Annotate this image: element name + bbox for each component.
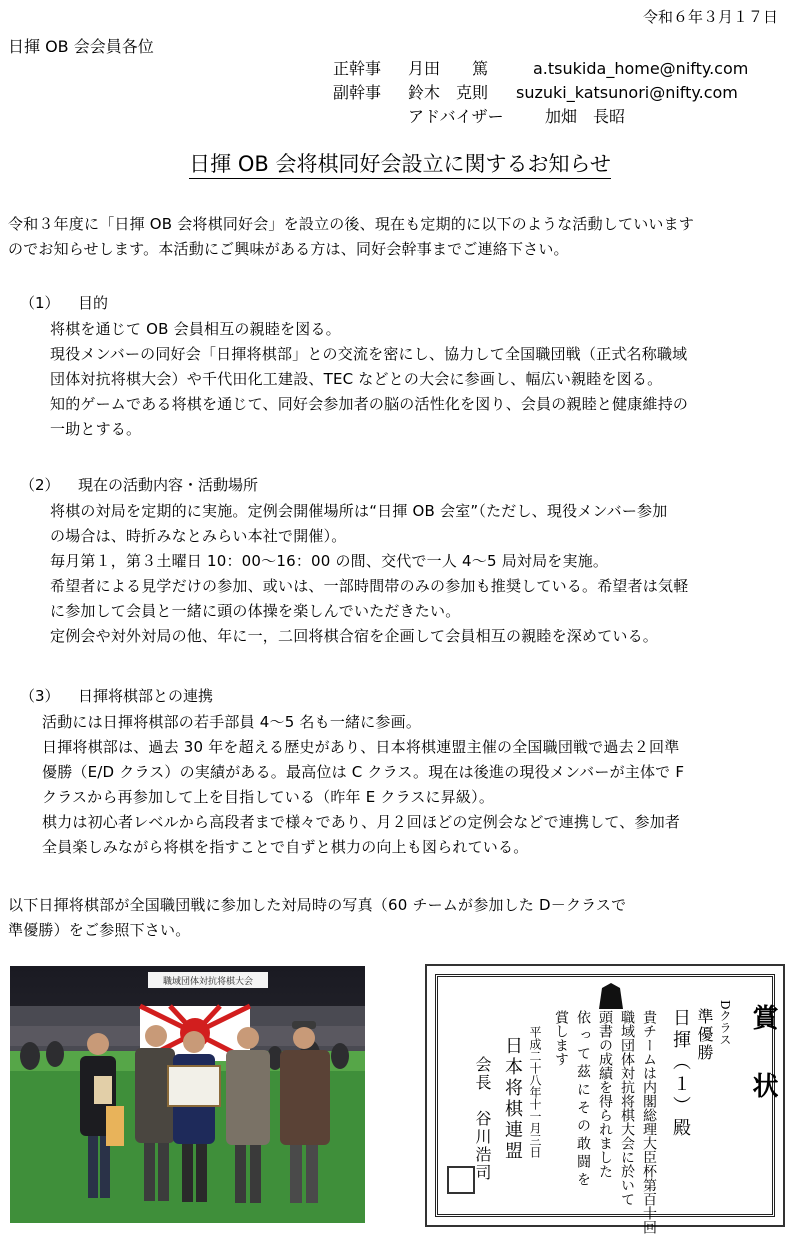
addressee: 日揮 OB 会会員各位: [8, 37, 154, 56]
certificate-team: 日揮（１）殿: [670, 1008, 691, 1140]
banner-text: 職域団体対抗将棋大会: [162, 977, 254, 987]
certificate-body-line: 依って茲にその敢闘を: [575, 1010, 591, 1190]
sender-name: 月田 篤: [408, 59, 489, 78]
section-line: 毎月第１，第３土曜日 10：00～16：00 の間、交代で一人 4～5 局対局を実施。: [50, 552, 609, 570]
sender-email[interactable]: a.tsukida_home@nifty.com: [533, 59, 749, 78]
certificate-date: 平成二十八年十一月三日: [528, 1026, 542, 1158]
section-line: クラスから再参加して上を目指している（昨年 E クラスに昇級）。: [42, 788, 495, 806]
certificate-signer: 会長 谷川浩司: [473, 1056, 492, 1182]
certificate-body-line: 貴チームは内閣総理大臣杯第百十回: [641, 1010, 657, 1234]
section-line: 活動には日揮将棋部の若手部員 4～5 名も一緒に参画。: [42, 713, 422, 731]
sender-email[interactable]: suzuki_katsunori@nifty.com: [516, 83, 738, 102]
shogi-piece-icon: [599, 982, 623, 1010]
sender-name: 鈴木 克則: [408, 83, 489, 102]
intro-line: のでお知らせします。本活動にご興味がある方は、同好会幹事までご連絡下さい。: [8, 240, 569, 258]
sender-role: アドバイザー: [408, 107, 504, 126]
seal-stamp-icon: [447, 1166, 475, 1194]
section-3-body: [42, 710, 684, 860]
intro-paragraph: [8, 212, 694, 262]
section-line: 団体対抗将棋大会）や千代田化工建設、TEC などとの大会に参画し、幅広い親睦を図る。: [50, 370, 663, 388]
closing-line: 以下日揮将棋部が全国職団戦に参加した対局時の写真（60 チームが参加した D－クラスで: [8, 896, 627, 914]
certificate-body-line: 賞します: [553, 1010, 569, 1066]
sender-name: 加畑 長昭: [545, 107, 626, 126]
section-1-number: （1）: [20, 294, 60, 312]
section-line: に参加して会員と一緒に頭の体操を楽しんでいただきたい。: [50, 602, 461, 620]
section-line: 全員楽しみながら将棋を指すことで自ずと棋力の向上も図られている。: [42, 838, 529, 856]
award-certificate: [425, 964, 785, 1234]
section-line: 将棋の対局を定期的に実施。定例会開催場所は“日揮 OB 会室”（ただし、現役メンバー参加: [50, 502, 668, 520]
section-2-heading: 現在の活動内容・活動場所: [78, 476, 259, 494]
section-line: 現役メンバーの同好会「日揮将棋部」との交流を密にし、協力して全国職団戦（正式名称職域: [50, 345, 688, 363]
sender-role: 副幹事: [333, 83, 382, 102]
section-line: 一助とする。: [50, 420, 142, 438]
section-3-heading: 日揮将棋部との連携: [78, 687, 214, 705]
document-title: 日揮 OB 会将棋同好会設立に関するお知らせ: [189, 152, 611, 179]
closing-paragraph: [8, 893, 626, 943]
section-line: 将棋を通じて OB 会員相互の親睦を図る。: [50, 320, 341, 338]
section-line: 知的ゲームである将棋を通じて、同好会参加者の脳の活性化を図り、会員の親睦と健康維持の: [50, 395, 689, 413]
section-line: 定例会や対外対局の他、年に一，二回将棋合宿を企画して会員相互の親睦を深めている。: [50, 627, 659, 645]
section-2-number: （2）: [20, 476, 60, 494]
document-date: 令和６年３月１７日: [642, 8, 778, 26]
section-line: の場合は、時折みなとみらい本社で開催）。: [50, 527, 347, 545]
section-line: 棋力は初心者レベルから高段者まで様々であり、月２回ほどの定例会などで連携して、参加者: [42, 813, 681, 831]
document-title-wrap: [0, 148, 800, 178]
certificate-issuer: 日本将棋連盟: [502, 1036, 523, 1162]
section-1-heading: 目的: [78, 294, 109, 312]
certificate-body-line: 職域団体対抗将棋大会に於いて: [619, 1010, 635, 1206]
section-1-body: [50, 317, 688, 442]
section-3-number: （3）: [20, 687, 60, 705]
section-line: 優勝（E/D クラス）の実績がある。最高位は C クラス。現在は後進の現役メンバーが主体で F: [42, 763, 685, 781]
certificate-title: 賞 状: [748, 1004, 778, 1106]
intro-line: 令和３年度に「日揮 OB 会将棋同好会」を設立の後、現在も定期的に以下のような活動していいます: [8, 215, 695, 233]
section-line: 日揮将棋部は、過去 30 年を超える歴史があり、日本将棋連盟主催の全国職団戦で過去２回準: [42, 738, 680, 756]
section-line: 希望者による見学だけの参加、或いは、一部時間帯のみの参加も推奨している。希望者は気軽: [50, 577, 689, 595]
certificate-result: 準優勝: [695, 1008, 714, 1062]
certificate-body-line: 頭書の成績を得られました: [597, 1010, 613, 1178]
certificate-class: Dクラス: [718, 1000, 732, 1046]
closing-line: 準優勝）をご参照下さい。: [8, 921, 191, 939]
team-photo: [10, 966, 365, 1223]
section-2-body: [50, 499, 688, 649]
sender-role: 正幹事: [333, 59, 382, 78]
